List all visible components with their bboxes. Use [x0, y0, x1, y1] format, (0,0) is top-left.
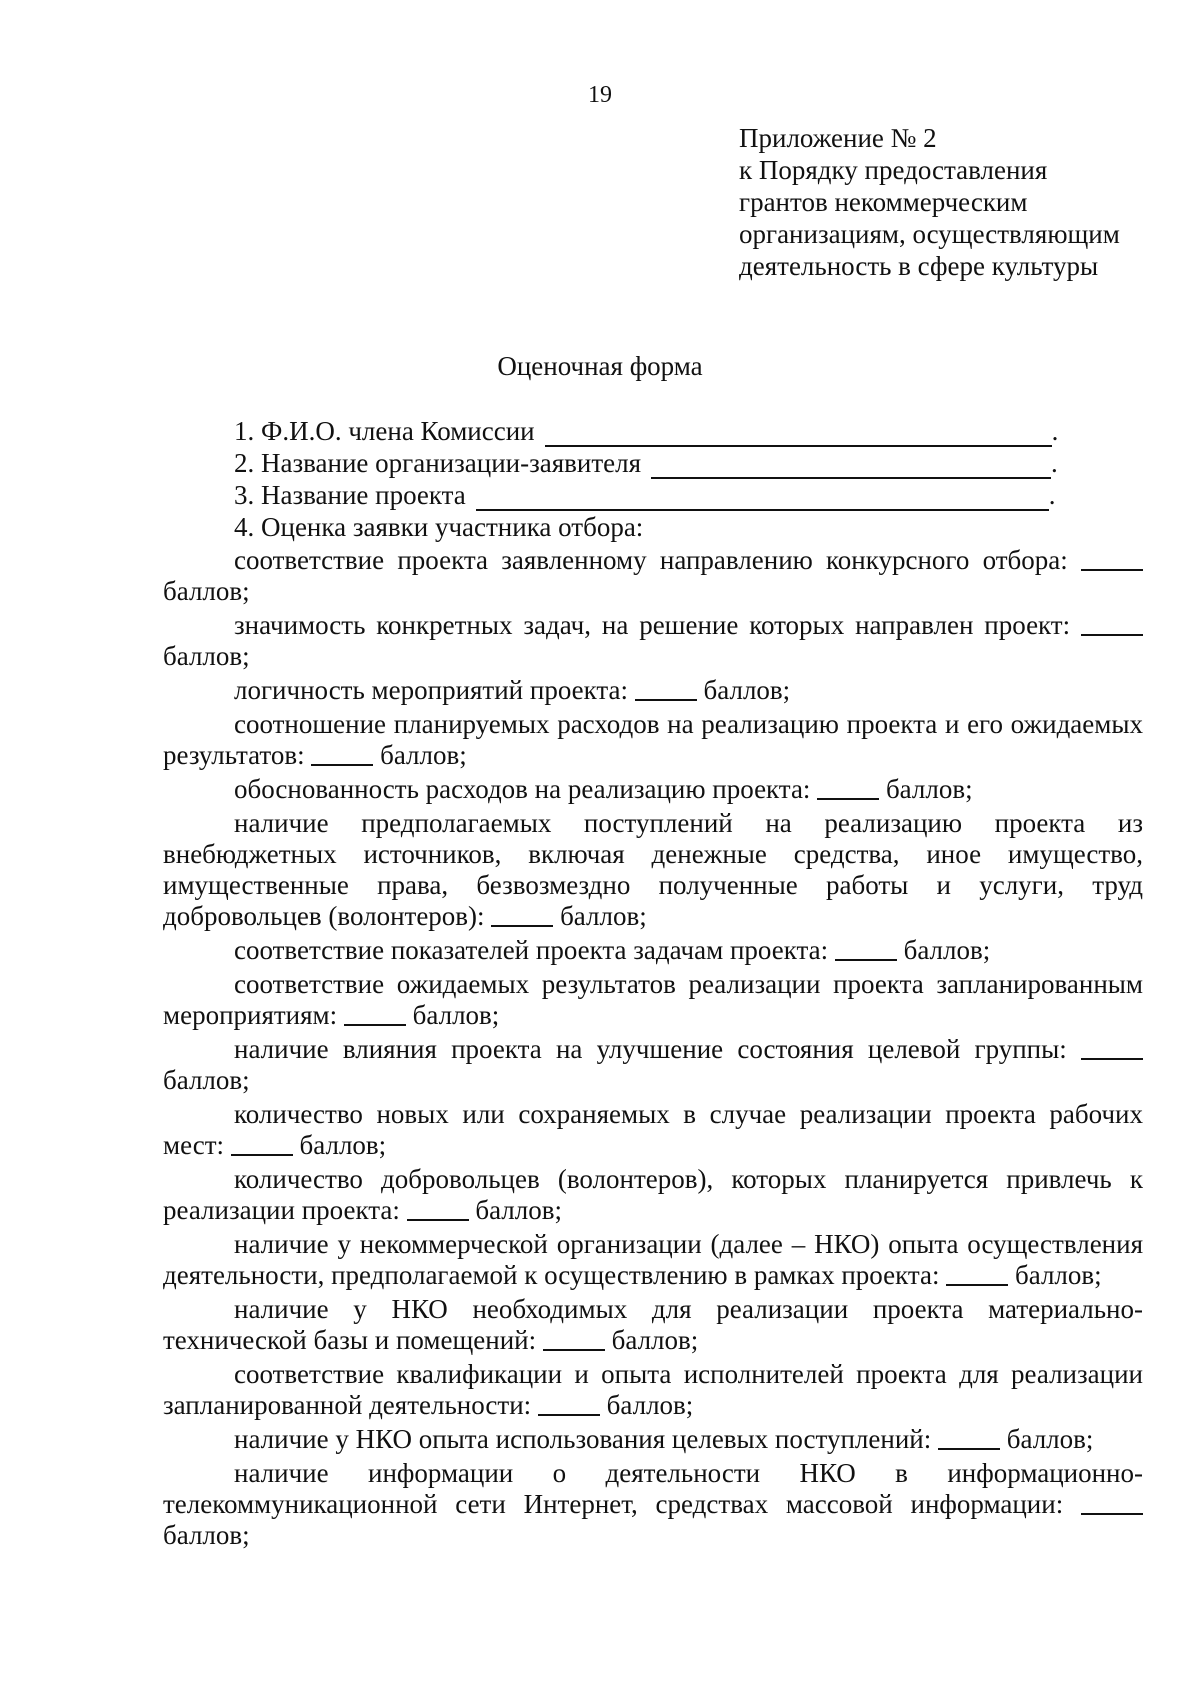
form-title: Оценочная форма	[497, 351, 703, 381]
field-end: .	[1051, 448, 1058, 478]
criterion-item	[163, 1229, 1143, 1291]
project-name-blank[interactable]	[476, 485, 1049, 511]
score-unit: баллов;	[560, 901, 647, 931]
criterion-text: соответствие проекта заявленному направлению конкурсного отбора:	[234, 545, 1068, 575]
annex-line: организациям, осуществляющим	[739, 219, 1120, 249]
score-unit: баллов;	[412, 1000, 500, 1030]
field-organization-name	[234, 447, 1134, 479]
criterion-item	[163, 969, 1143, 1031]
criterion-item	[163, 1164, 1143, 1226]
criterion-item	[163, 808, 1143, 932]
score-blank[interactable]	[1081, 1493, 1143, 1515]
score-unit: баллов;	[1014, 1260, 1102, 1290]
section-4-heading: 4. Оценка заявки участника отбора:	[234, 512, 644, 542]
criterion-item	[163, 1458, 1143, 1551]
score-blank[interactable]	[938, 1428, 1000, 1450]
form-fields	[234, 415, 1134, 543]
score-blank[interactable]	[491, 905, 553, 927]
score-unit: баллов;	[163, 1065, 250, 1095]
field-label: 3. Название проекта	[234, 480, 466, 510]
criterion-text: логичность мероприятий проекта:	[234, 675, 629, 705]
score-blank[interactable]	[407, 1199, 469, 1221]
score-blank[interactable]	[635, 679, 697, 701]
criteria-list	[163, 545, 1143, 1554]
criterion-text: соответствие квалификации и опыта исполнителей проекта для реализации запланированной деятельности:	[163, 1359, 1143, 1420]
criterion-text: количество добровольцев (волонтеров), которых планируется привлечь к реализации проекта:	[163, 1164, 1143, 1225]
field-label: 1. Ф.И.О. члена Комиссии	[234, 416, 535, 446]
annex-line: деятельность в сфере культуры	[739, 251, 1099, 281]
score-blank[interactable]	[344, 1004, 406, 1026]
organization-name-blank[interactable]	[651, 453, 1051, 479]
criterion-text: соответствие ожидаемых результатов реализации проекта запланированным мероприятиям:	[163, 969, 1143, 1030]
criterion-item	[163, 1294, 1143, 1356]
field-project-name	[234, 479, 1134, 511]
criterion-text: соответствие показателей проекта задачам проекта:	[234, 935, 829, 965]
criterion-item	[163, 545, 1143, 607]
score-blank[interactable]	[543, 1329, 605, 1351]
score-unit: баллов;	[903, 935, 991, 965]
criterion-text: обоснованность расходов на реализацию проекта:	[234, 774, 811, 804]
score-blank[interactable]	[946, 1264, 1008, 1286]
score-unit: баллов;	[163, 641, 250, 671]
criterion-item	[163, 1359, 1143, 1421]
field-end: .	[1051, 416, 1059, 446]
score-unit: баллов;	[475, 1195, 562, 1225]
criterion-text: наличие влияния проекта на улучшение состояния целевой группы:	[234, 1034, 1067, 1064]
commission-member-blank[interactable]	[545, 421, 1052, 447]
criterion-text: количество новых или сохраняемых в случае реализации проекта рабочих мест:	[163, 1099, 1143, 1160]
page-number: 19	[588, 82, 612, 108]
score-blank[interactable]	[311, 744, 373, 766]
score-unit: баллов;	[606, 1390, 694, 1420]
annex-line: Приложение № 2	[739, 123, 937, 153]
score-blank[interactable]	[835, 939, 897, 961]
score-unit: баллов;	[703, 675, 791, 705]
criterion-item	[163, 1034, 1143, 1096]
criterion-item	[163, 610, 1143, 672]
criterion-item	[163, 935, 1143, 966]
annex-header	[739, 122, 1179, 282]
score-unit: баллов;	[1006, 1424, 1094, 1454]
criterion-text: наличие информации о деятельности НКО в информационно-телекоммуникационной сети Интернет, средствах массовой информации:	[163, 1458, 1143, 1519]
field-label: 2. Название организации-заявителя	[234, 448, 642, 478]
annex-line: грантов некоммерческим	[739, 187, 1028, 217]
score-unit: баллов;	[885, 774, 973, 804]
annex-line: к Порядку предоставления	[739, 155, 1048, 185]
criterion-item	[163, 709, 1143, 771]
criterion-text: наличие предполагаемых поступлений на реализацию проекта из внебюджетных источников, включая денежные средства, иное имущество, имущественные права, безвозмездно полученные работы и услуги, труд добровольцев (волонтеров):	[163, 808, 1143, 931]
field-commission-member	[234, 415, 1134, 447]
score-unit: баллов;	[299, 1130, 387, 1160]
criterion-item	[163, 675, 1143, 706]
score-unit: баллов;	[163, 1520, 250, 1550]
criterion-item	[163, 1099, 1143, 1161]
criterion-text: наличие у некоммерческой организации (далее – НКО) опыта осуществления деятельности, предполагаемой к осуществлению в рамках проекта:	[163, 1229, 1143, 1290]
field-end: .	[1048, 480, 1056, 510]
score-blank[interactable]	[231, 1134, 293, 1156]
score-unit: баллов;	[163, 576, 250, 606]
criterion-text: наличие у НКО опыта использования целевых поступлений:	[234, 1424, 932, 1454]
score-blank[interactable]	[1081, 614, 1143, 636]
criterion-text: значимость конкретных задач, на решение которых направлен проект:	[234, 610, 1071, 640]
criterion-text: соотношение планируемых расходов на реализацию проекта и его ожидаемых результатов:	[163, 709, 1143, 770]
score-unit: баллов;	[611, 1325, 699, 1355]
criterion-text: наличие у НКО необходимых для реализации проекта материально-технической базы и помещений:	[163, 1294, 1143, 1355]
score-unit: баллов;	[380, 740, 467, 770]
criterion-item	[163, 774, 1143, 805]
score-blank[interactable]	[817, 778, 879, 800]
score-blank[interactable]	[1081, 549, 1143, 571]
score-blank[interactable]	[538, 1394, 600, 1416]
score-blank[interactable]	[1081, 1038, 1143, 1060]
criterion-item	[163, 1424, 1143, 1455]
